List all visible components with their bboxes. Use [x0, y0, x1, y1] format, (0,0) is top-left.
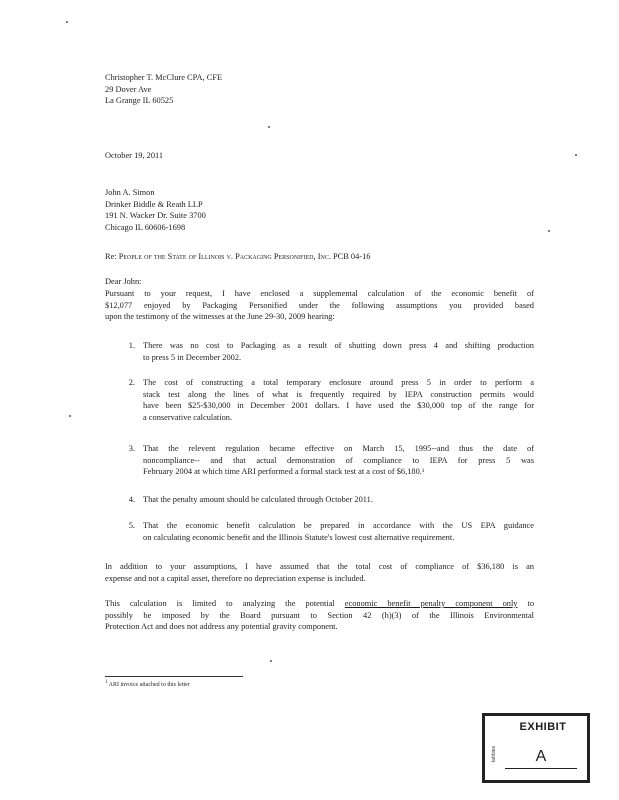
additional-line-1: In addition to your assumptions, I have assumed that the total cost of compliance of $36,180 is an [105, 562, 534, 571]
list-item-line: noncompliance-- and that actual demonstration of compliance to IEPA for press 5 was [143, 455, 534, 465]
sender-street: 29 Dover Ave [105, 84, 152, 94]
limitation-underlined: economic benefit penalty component only [344, 599, 518, 608]
list-item-line: The cost of constructing a total temporary enclosure around press 5 in order to perform a [143, 378, 534, 387]
list-item-line: have been $25-$30,000 in December 2001 dollars. I have used the $30,000 top of the range for [143, 401, 534, 411]
limitation-line-1 [105, 598, 534, 610]
limitation-text: to [517, 599, 535, 608]
list-item-number: 5. [128, 521, 135, 530]
limitation-text: This calculation is limited to analyzing the potential [105, 599, 345, 608]
list-item-line: February 2004 at which time ARI performed a formal stack test at a cost of $6,180.¹ [143, 467, 425, 477]
list-item-line: That the relevent regulation became effective on March 15, 1995--and thus the date of [143, 444, 534, 453]
footnote [105, 680, 190, 689]
limitation-paragraph [105, 598, 534, 633]
sender-block [105, 72, 534, 107]
footnote-mark: 1 [105, 680, 108, 685]
limitation-line-3: Protection Act and does not address any potential gravity component. [105, 622, 338, 632]
list-item-line: to press 5 in December 2002. [143, 352, 242, 362]
list-item-number: 2. [128, 378, 135, 387]
scan-speck [575, 154, 577, 156]
exhibit-underline [505, 768, 577, 769]
list-item-text [143, 443, 534, 478]
additional-paragraph [105, 561, 534, 584]
scan-speck [69, 415, 71, 417]
scan-speck [548, 230, 550, 232]
intro-paragraph [105, 288, 534, 323]
list-item-line: That the penalty amount should be calculated through October 2011. [143, 495, 373, 504]
sender-city: La Grange IL 60525 [105, 96, 174, 106]
list-item-line: There was no cost to Packaging as a result of shutting down press 4 and shifting production [143, 341, 534, 350]
sender-name: Christopher T. McClure CPA, CFE [105, 73, 223, 82]
re-text: People of the State of Illinois v. Packaging Personified, Inc. PCB 04-16 [118, 252, 371, 261]
list-item-text [143, 377, 534, 423]
scan-speck [66, 21, 68, 23]
exhibit-letter: A [535, 748, 547, 765]
list-item-text [143, 520, 534, 543]
scan-speck [270, 660, 272, 662]
list-item-line: That the economic benefit calculation be prepared in accordance with the US EPA guidance [143, 521, 534, 530]
footnote-divider [105, 676, 243, 677]
footnote-text: ARI invoice attached to this letter [108, 682, 190, 688]
list-item-line: on calculating economic benefit and the Illinois Statute's lowest cost alternative requirement. [143, 532, 455, 542]
additional-line-2: expense and not a capital asset, therefore no depreciation expense is included. [105, 573, 366, 583]
re-label: Re: [105, 252, 117, 261]
list-item-text [143, 340, 534, 363]
limitation-line-2: possibly be imposed by the Board pursuant to Section 42 (h)(3) of the Illinois Environmental [105, 610, 534, 620]
recipient-city: Chicago IL 60606-1698 [105, 222, 186, 232]
list-item-line: stack test along the lines of what is frequently required by IEPA construction permits would [143, 389, 534, 399]
exhibit-tab-label: tabbies [491, 746, 497, 763]
salutation: Dear John: [105, 277, 142, 286]
intro-line-1: Pursuant to your request, I have enclosed a supplemental calculation of the economic benefit of [105, 289, 534, 298]
list-item-line: a conservative calculation. [143, 412, 233, 422]
intro-line-2: $12,077 enjoyed by Packaging Personified under the following assumptions you provided based [105, 300, 534, 310]
exhibit-sticker [482, 713, 590, 783]
intro-line-3: upon the testimony of the witnesses at the June 29-30, 2009 hearing: [105, 312, 335, 322]
re-line [105, 251, 534, 263]
list-item-number: 1. [128, 341, 135, 350]
scan-speck [268, 126, 270, 128]
list-item-number: 4. [128, 495, 135, 504]
recipient-name: John A. Simon [105, 188, 155, 197]
recipient-street: 191 N. Wacker Dr. Suite 3700 [105, 211, 206, 221]
exhibit-title: EXHIBIT [519, 721, 567, 733]
list-item-number: 3. [128, 444, 135, 453]
letter-date: October 19, 2011 [105, 151, 164, 160]
list-item-text [143, 494, 534, 506]
recipient-block [105, 187, 534, 233]
recipient-firm: Drinker Biddle & Reath LLP [105, 199, 203, 209]
